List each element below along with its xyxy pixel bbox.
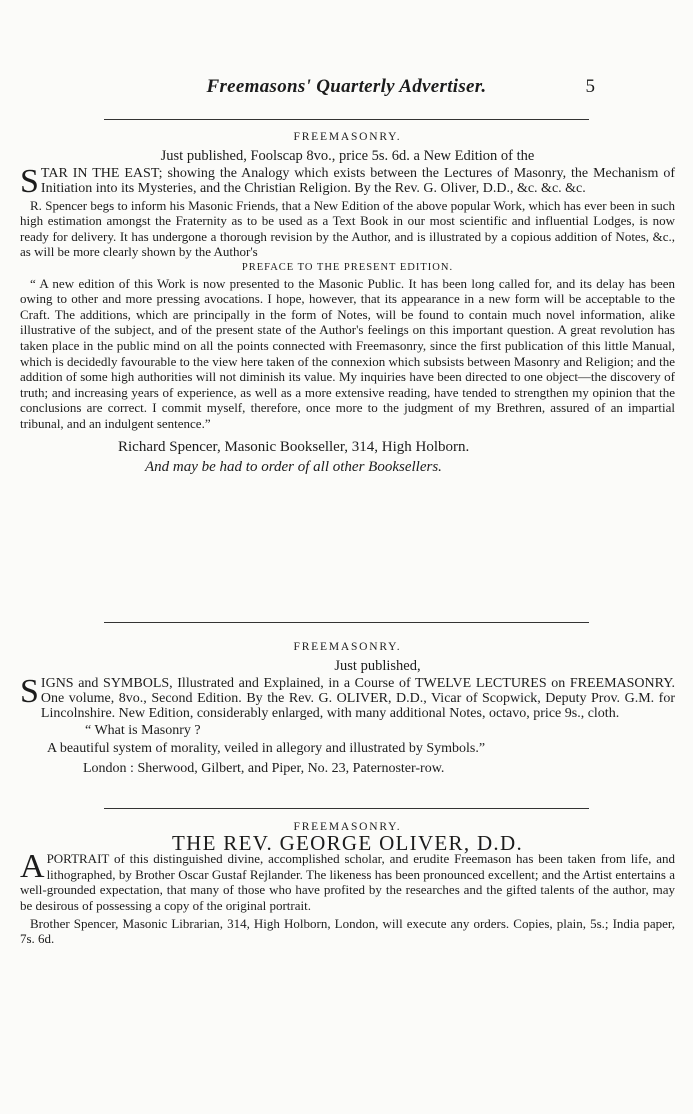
advert-signs-and-symbols bbox=[20, 640, 675, 778]
drop-cap: A bbox=[20, 848, 45, 886]
preface-heading: PREFACE TO THE PRESENT EDITION. bbox=[241, 261, 454, 273]
portrait-description bbox=[20, 848, 675, 913]
advert-oliver-portrait bbox=[20, 820, 675, 947]
publisher-line: London : Sherwood, Gilbert, and Piper, No. 23, Paternoster-row. bbox=[83, 760, 445, 776]
bookseller-line: Richard Spencer, Masonic Bookseller, 314, High Holborn. bbox=[118, 438, 470, 455]
book-title-paragraph bbox=[20, 162, 675, 200]
book-title-text: IGNS and SYMBOLS, Illustrated and Explained, in a Course of TWELVE LECTURES on FREEMASONRY. One volume, 8vo., Second Edition. By the Rev. G. OLIVER, D.D., Vicar of Scopwick, Deputy Prov. G.M. for Lincolnshire. New Edition, considerably enlarged, with many additional Notes, octavo, price 9s., cloth. bbox=[40, 675, 675, 721]
advert-heading: FREEMASONRY. bbox=[293, 821, 402, 833]
advert-star-in-the-east bbox=[20, 130, 675, 477]
portrait-title: THE REV. GEORGE OLIVER, D.D. bbox=[172, 830, 523, 855]
advert-heading: FREEMASONRY. bbox=[293, 131, 402, 143]
publication-line: Just published, bbox=[334, 657, 421, 674]
preface-text: “ A new edition of this Work is now presented to the Masonic Public. It has been long called for, and its delay has been owing to other and more pressing avocations. I hope, however, that its appearance in a new form will be acceptable to the Craft. The additions, which are principally in the form of Notes, will be found to contain much novel information, alike illustrative of the subject, and of the present state of the Author's feelings on this important question. A great revolution has taken place in the public mind on all the points connected with Freemasonry, since the first publication of this little Manual, which is decidedly favourable to the view here taken of the connexion which subsists between Masonry and Religion; and the addition of some high authorities will not diminish its value. My inquiries have been directed to one object—the discovery of truth; and increasing years of experience, as well as a more extensive reading, have tended to strengthen my opinion that the conclusions are correct. I commit myself, therefore, once more to the judgment of my Brethren, assured of an impartial tribunal, and an indulgent sentence.” bbox=[20, 275, 675, 431]
drop-cap: S bbox=[20, 672, 39, 710]
book-title-text: TAR IN THE EAST; showing the Analogy which exists between the Lectures of Masonry, the Mechanism of Initiation into its Mysteries, and the Christian Religion. By the Rev. G. Oliver, D.D., &c. &c. &c. bbox=[40, 165, 675, 196]
publisher-notice: R. Spencer begs to inform his Masonic Friends, that a New Edition of the above popular Work, which has ever been in such high estimation amongst the Fraternity as to be used as a Text Book in our most scientific and influential Lodges, is now ready for delivery. It has undergone a thorough revision by the Author, and is illustrated by a copious addition of Notes, &c., as will be more clearly shown by the Author's bbox=[20, 197, 675, 260]
portrait-description-text: PORTRAIT of this distinguished divine, accomplished scholar, and erudite Freemason has been taken from life, and lithographed, by Brother Oscar Gustaf Rejlander. The likeness has been pronounced excellent; and the Artist entertains a well-grounded expectation, that many of those who have profited by the researches and the gifted talents of the author, may be desirous of possessing a copy of the original portrait. bbox=[20, 851, 675, 913]
order-note: And may be had to order of all other Booksellers. bbox=[145, 458, 442, 475]
header-rule bbox=[104, 119, 589, 120]
running-title: Freemasons' Quarterly Advertiser. bbox=[206, 76, 487, 97]
section-divider bbox=[104, 808, 589, 809]
section-divider bbox=[104, 622, 589, 623]
page-number: 5 bbox=[585, 76, 595, 97]
quote-question: “ What is Masonry ? bbox=[85, 722, 201, 738]
order-details: Brother Spencer, Masonic Librarian, 314, High Holborn, London, will execute any orders. Copies, plain, 5s.; India paper, 7s. 6d. bbox=[20, 915, 675, 947]
drop-cap: S bbox=[20, 162, 39, 200]
running-head bbox=[0, 76, 693, 100]
quote-answer: A beautiful system of morality, veiled in allegory and illustrated by Symbols.” bbox=[47, 740, 486, 756]
publication-line: Just published, Foolscap 8vo., price 5s. 6d. a New Edition of the bbox=[160, 147, 535, 164]
advert-heading: FREEMASONRY. bbox=[293, 641, 402, 653]
book-title-paragraph bbox=[20, 672, 675, 721]
